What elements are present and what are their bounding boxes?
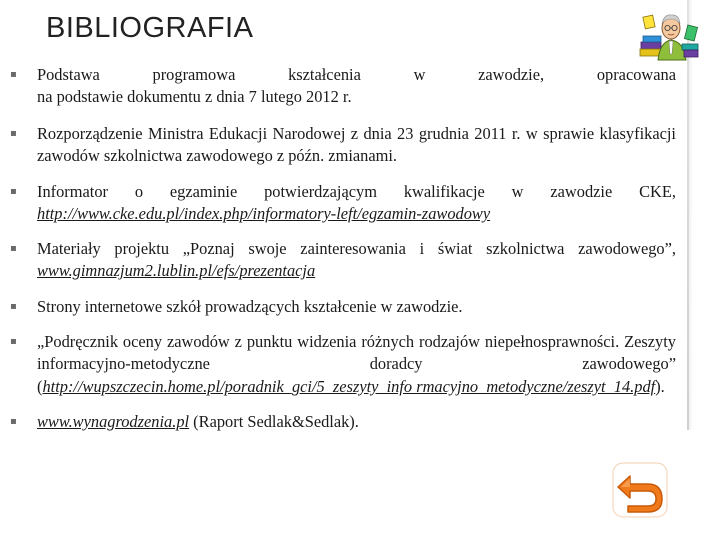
cke-link[interactable]: http://www.cke.edu.pl/index.php/informatory-left/egzamin-zawodowy [37,203,491,223]
bullet-icon: ▪ [10,128,17,139]
bullet-icon: ▪ [10,185,17,197]
item-text-line2: na podstawie dokumentu z dnia 7 lutego 2012 r. [37,87,352,107]
item-text-line1: Podstawa programowa kształcenia w zawodzie, opracowana [37,65,676,84]
bullet-icon: ▪ [10,243,17,255]
item-text: Informator o egzaminie potwierdzającym kwalifikacje w zawodzie CKE, [37,181,676,201]
list-item [10,296,676,318]
item-text: Rozporządzenie Ministra Edukacji Narodowej z dnia 23 grudnia 2011 r. w sprawie klasyfikacji zawodów szkolnictwa zawodowego z późn. zmianami. [37,124,676,166]
list-item [10,181,676,226]
item-text: Materiały projektu „Poznaj swoje zainteresowania i świat szkolnictwa zawodowego”, [37,239,676,259]
item-text-after: (Raport Sedlak&Sedlak). [189,411,359,431]
list-item [10,238,676,283]
teacher-with-books-icon [638,8,700,62]
bullet-icon: ▪ [10,336,17,348]
bullet-icon: ▪ [10,69,17,80]
item-text-after: ). [655,376,665,396]
wynagrodzenia-link[interactable]: www.wynagrodzenia.pl [37,411,190,431]
list-item [10,411,676,433]
gimnazjum-link[interactable]: www.gimnazjum2.lublin.pl/efs/prezentacja [37,261,316,281]
bibliography-list [10,64,676,433]
bullet-icon: ▪ [10,300,17,312]
item-text: „Podręcznik oceny zawodów z punktu widzenia różnych rodzajów niepełnosprawności. Zeszyty informacyjno-metodyczne doradcy zawodowego” ( [37,332,676,396]
list-item [10,123,676,168]
slide-frame-shadow [689,0,693,430]
bullet-icon: ▪ [10,415,17,427]
slide-title: BIBLIOGRAFIA [46,12,254,44]
return-arrow-icon[interactable] [612,462,668,518]
list-item [10,331,676,398]
wup-szczecin-link[interactable]: http://wupszczecin.home.pl/poradnik_gci/5_zeszyty_info rmacyjno_metodyczne/zeszyt_14.pdf [42,376,656,396]
item-text: Strony internetowe szkół prowadzących kształcenie w zawodzie. [37,296,463,316]
list-item [10,64,676,108]
